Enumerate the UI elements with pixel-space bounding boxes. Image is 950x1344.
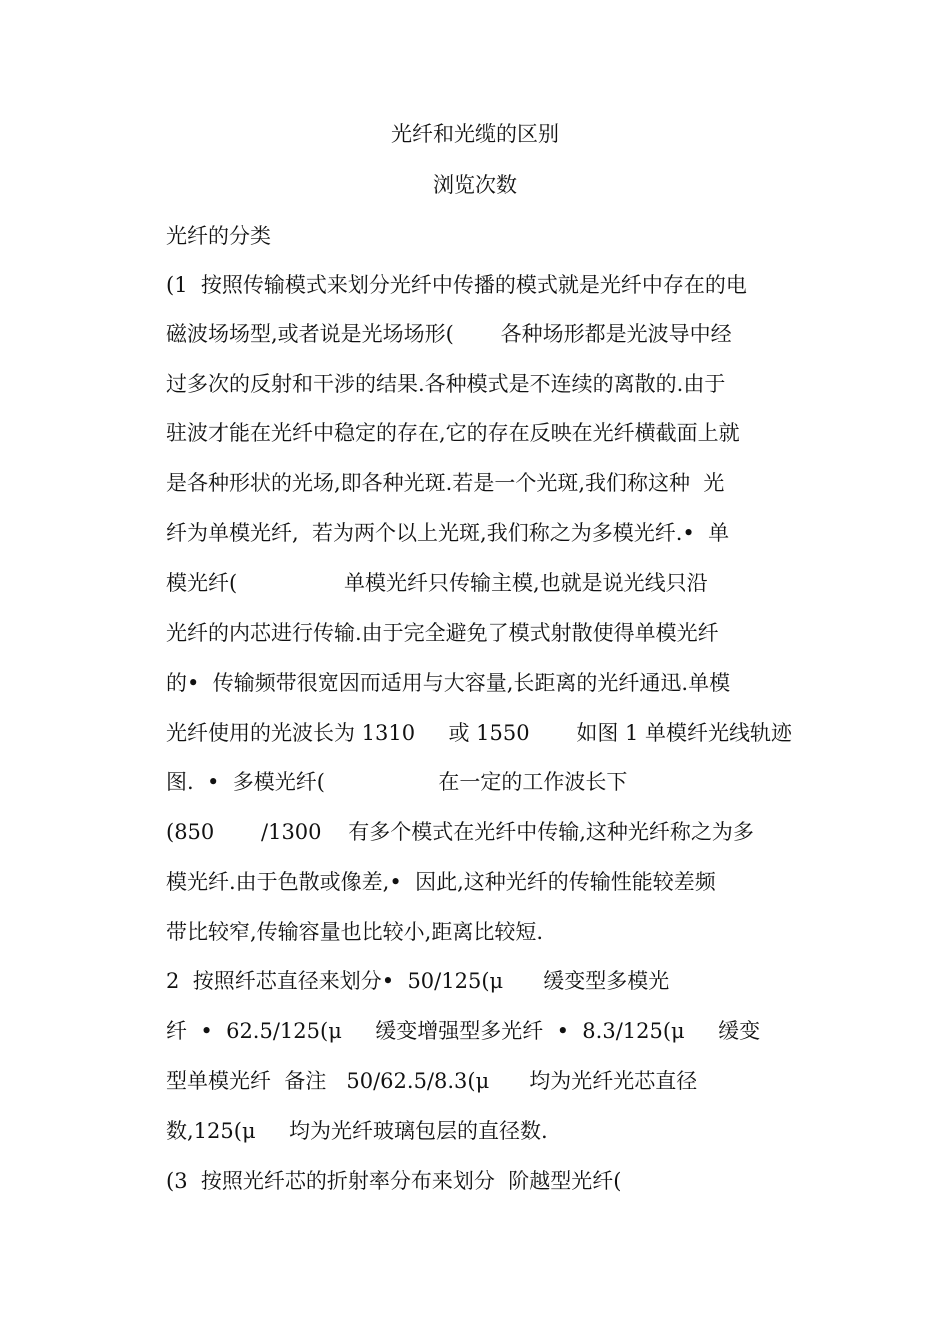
paragraph-line: 光纤的分类: [166, 224, 271, 248]
paragraph-line: 2 按照纤芯直径来划分• 50/125(μ 缓变型多模光: [166, 969, 670, 993]
paragraph-line: 纤为单模光纤, 若为两个以上光斑,我们称之为多模光纤.• 单: [166, 521, 730, 545]
view-count-label: 浏览次数: [433, 173, 517, 197]
paragraph-line: 光纤的内芯进行传输.由于完全避免了模式射散使得单模光纤: [166, 621, 719, 645]
paragraph-line: 磁波场场型,或者说是光场场形( 各种场形都是光波导中经: [166, 322, 732, 346]
paragraph-line: 模光纤.由于色散或像差,• 因此,这种光纤的传输性能较差频: [166, 870, 716, 894]
paragraph-line: 驻波才能在光纤中稳定的存在,它的存在反映在光纤横截面上就: [166, 421, 740, 445]
paragraph-line: 型单模光纤 备注 50/62.5/8.3(μ 均为光纤光芯直径: [166, 1069, 698, 1093]
paragraph-line: 模光纤( 单模光纤只传输主模,也就是说光线只沿: [166, 571, 708, 595]
paragraph-line: (1 按照传输模式来划分光纤中传播的模式就是光纤中存在的电: [166, 273, 747, 297]
paragraph-line: (850 /1300 有多个模式在光纤中传输,这种光纤称之为多: [166, 820, 754, 844]
paragraph-line: 是各种形状的光场,即各种光斑.若是一个光斑,我们称这种 光: [166, 471, 725, 495]
paragraph-line: 光纤使用的光波长为 1310 或 1550 如图 1 单模纤光线轨迹: [166, 721, 793, 745]
document-title: 光纤和光缆的区别: [391, 122, 559, 146]
paragraph-line: 带比较窄,传输容量也比较小,距离比较短.: [166, 920, 544, 944]
paragraph-line: 的• 传输频带很宽因而适用与大容量,长距离的光纤通迅.单模: [166, 671, 731, 695]
paragraph-line: 过多次的反射和干涉的结果.各种模式是不连续的离散的.由于: [166, 372, 726, 396]
paragraph-line: 图. • 多模光纤( 在一定的工作波长下: [166, 770, 628, 794]
paragraph-line: 数,125(μ 均为光纤玻璃包层的直径数.: [166, 1119, 548, 1143]
paragraph-line: 纤 • 62.5/125(μ 缓变增强型多光纤 • 8.3/125(μ 缓变: [166, 1019, 761, 1043]
paragraph-line: (3 按照光纤芯的折射率分布来划分 阶越型光纤(: [166, 1169, 622, 1193]
